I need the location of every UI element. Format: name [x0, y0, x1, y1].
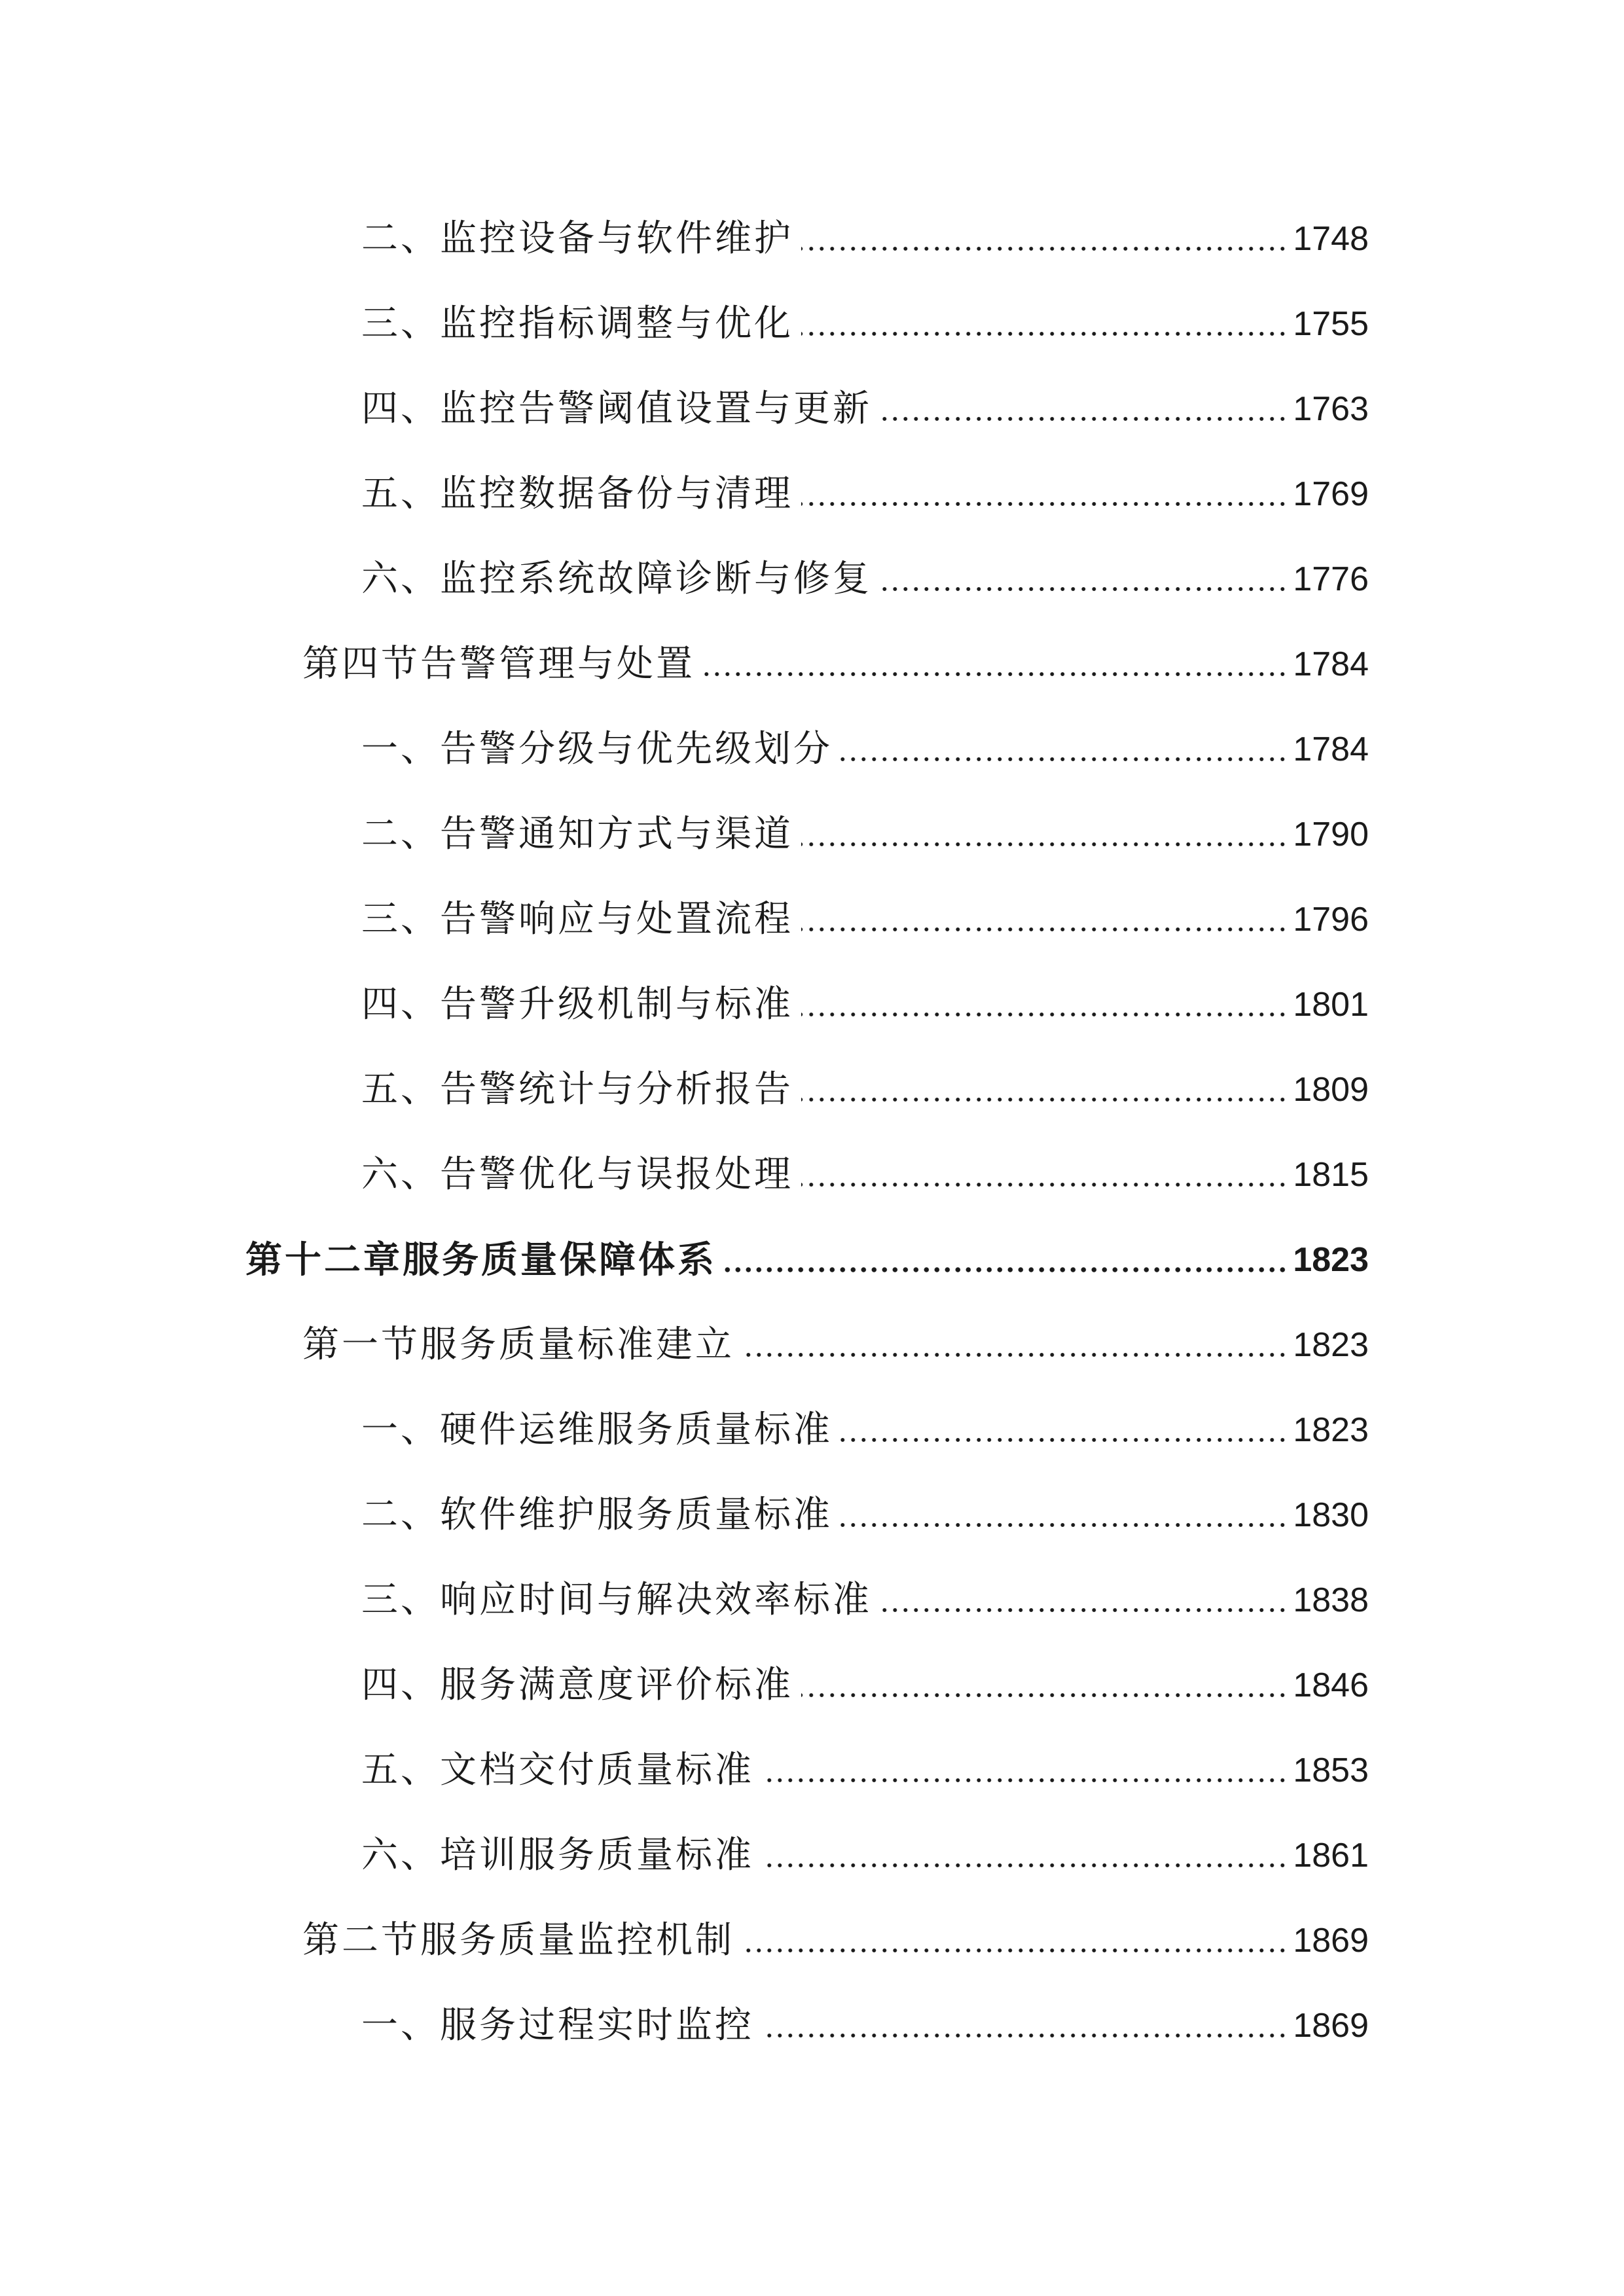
toc-entry-page: 1823	[1293, 1326, 1369, 1364]
dot-leader	[742, 1352, 1288, 1358]
toc-entry-page: 1823	[1293, 1241, 1369, 1279]
toc-entry-page: 1796	[1293, 901, 1369, 939]
toc-entry[interactable]	[361, 1489, 1369, 1541]
dot-leader	[801, 245, 1288, 252]
dot-leader	[801, 1181, 1288, 1188]
toc-entry[interactable]	[361, 1574, 1369, 1626]
toc-entry-page: 1769	[1293, 475, 1369, 513]
toc-entry-page: 1853	[1293, 1751, 1369, 1789]
dot-leader	[880, 1607, 1288, 1613]
dot-leader	[840, 1437, 1288, 1443]
toc-entry[interactable]	[361, 1744, 1369, 1797]
toc-entry[interactable]	[361, 2000, 1369, 2052]
toc-entry-page: 1784	[1293, 730, 1369, 768]
toc-entry-page: 1801	[1293, 986, 1369, 1024]
toc-entry-section[interactable]	[302, 638, 1369, 691]
toc-entry-chapter[interactable]	[245, 1234, 1369, 1286]
toc-entry-page: 1830	[1293, 1496, 1369, 1534]
toc-entry-section[interactable]	[302, 1914, 1369, 1967]
toc-entry-label: 六、监控系统故障诊断与修复	[361, 558, 872, 600]
toc-entry[interactable]	[361, 808, 1369, 861]
toc-entry-label: 六、告警优化与误报处理	[361, 1153, 793, 1196]
toc-entry-label: 三、响应时间与解决效率标准	[361, 1579, 872, 1621]
toc-entry-page: 1838	[1293, 1581, 1369, 1619]
toc-entry-label: 第二节服务质量监控机制	[302, 1919, 734, 1962]
dot-leader	[801, 1011, 1288, 1018]
toc-entry-label: 六、培训服务质量标准	[361, 1834, 754, 1876]
dot-leader	[742, 1947, 1288, 1954]
toc-entry[interactable]	[361, 468, 1369, 520]
dot-leader	[703, 671, 1288, 677]
dot-leader	[880, 416, 1288, 422]
toc-entry[interactable]	[361, 1659, 1369, 1712]
dot-leader	[762, 1777, 1288, 1784]
toc-entry-section[interactable]	[302, 1319, 1369, 1371]
toc-entry-label: 一、服务过程实时监控	[361, 2004, 754, 2047]
toc-entry-page: 1869	[1293, 2007, 1369, 2045]
toc-entry[interactable]	[361, 893, 1369, 946]
toc-entry[interactable]	[361, 978, 1369, 1031]
toc-entry-label: 三、告警响应与处置流程	[361, 898, 793, 941]
dot-leader	[801, 1692, 1288, 1698]
toc-entry[interactable]	[361, 1149, 1369, 1201]
dot-leader	[801, 841, 1288, 848]
dot-leader	[725, 1266, 1288, 1273]
dot-leader	[840, 756, 1288, 762]
dot-leader	[840, 1522, 1288, 1528]
toc-entry-page: 1748	[1293, 220, 1369, 258]
toc-entry-page: 1784	[1293, 645, 1369, 683]
toc-entry[interactable]	[361, 298, 1369, 350]
toc-entry-label: 三、监控指标调整与优化	[361, 302, 793, 345]
toc-entry[interactable]	[361, 213, 1369, 265]
toc-entry[interactable]	[361, 1064, 1369, 1116]
toc-entry[interactable]	[361, 723, 1369, 776]
toc-entry-page: 1776	[1293, 560, 1369, 598]
toc-entry-label: 五、监控数据备份与清理	[361, 473, 793, 515]
toc-entry-label: 二、告警通知方式与渠道	[361, 813, 793, 855]
toc-entry-page: 1763	[1293, 390, 1369, 428]
toc-entry-label: 四、告警升级机制与标准	[361, 983, 793, 1026]
toc-entry-label: 五、告警统计与分析报告	[361, 1068, 793, 1111]
toc-entry[interactable]	[361, 1404, 1369, 1456]
dot-leader	[762, 1862, 1288, 1869]
dot-leader	[801, 1096, 1288, 1103]
toc-entry-label: 四、服务满意度评价标准	[361, 1664, 793, 1706]
dot-leader	[762, 2032, 1288, 2039]
toc-entry-page: 1823	[1293, 1411, 1369, 1449]
toc-entry-label: 二、软件维护服务质量标准	[361, 1494, 833, 1536]
toc-entry-page: 1861	[1293, 1837, 1369, 1874]
dot-leader	[801, 926, 1288, 933]
dot-leader	[880, 586, 1288, 592]
toc-entry-page: 1869	[1293, 1922, 1369, 1960]
toc-entry-label: 第四节告警管理与处置	[302, 643, 695, 685]
toc-entry[interactable]	[361, 553, 1369, 605]
toc-entry-label: 一、告警分级与优先级划分	[361, 728, 833, 770]
toc-entry[interactable]	[361, 383, 1369, 435]
dot-leader	[801, 501, 1288, 507]
toc-entry-page: 1815	[1293, 1156, 1369, 1194]
toc-entry-label: 四、监控告警阈值设置与更新	[361, 387, 872, 430]
toc-entry-label: 一、硬件运维服务质量标准	[361, 1408, 833, 1451]
toc-entry-label: 第十二章服务质量保障体系	[245, 1238, 717, 1282]
toc-entry-label: 第一节服务质量标准建立	[302, 1323, 734, 1366]
toc-entry-page: 1809	[1293, 1071, 1369, 1109]
toc-entry-label: 二、监控设备与软件维护	[361, 217, 793, 260]
toc-entry-label: 五、文档交付质量标准	[361, 1749, 754, 1791]
toc-entry-page: 1846	[1293, 1666, 1369, 1704]
toc-entry-page: 1755	[1293, 305, 1369, 343]
dot-leader	[801, 331, 1288, 337]
toc-entry[interactable]	[361, 1829, 1369, 1882]
toc-entry-page: 1790	[1293, 816, 1369, 853]
